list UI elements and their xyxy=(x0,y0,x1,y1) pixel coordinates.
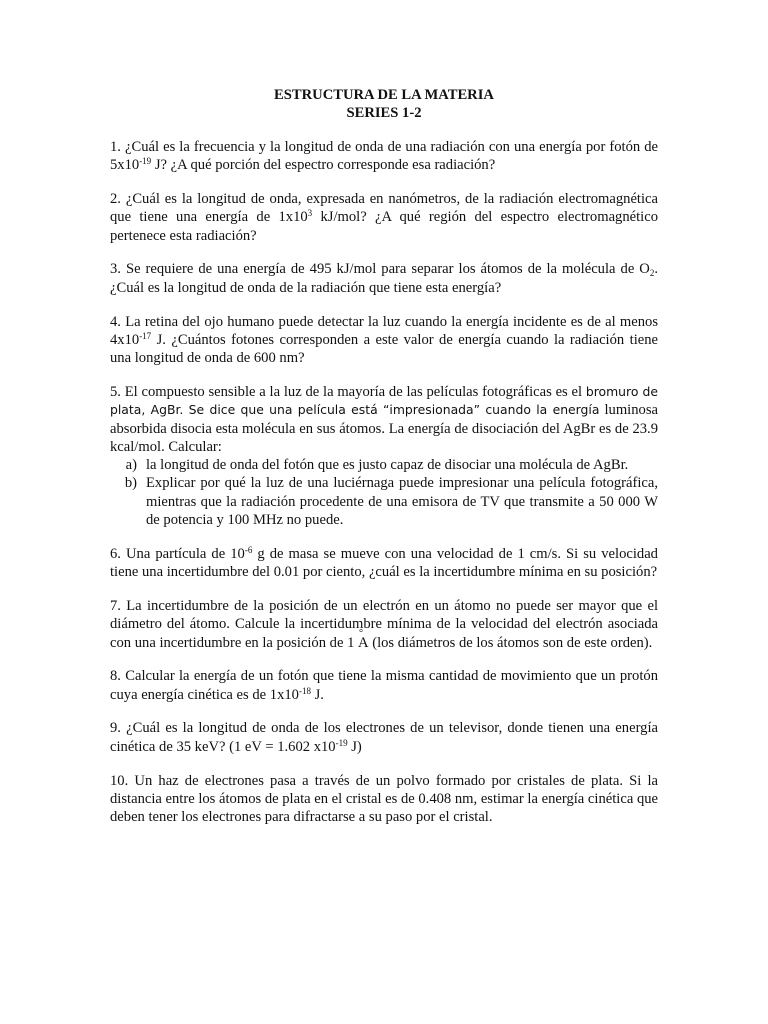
question-1 xyxy=(110,138,658,175)
question-8-text-b: J. xyxy=(310,686,324,703)
question-5-body xyxy=(110,383,658,456)
question-9-exponent: -19 xyxy=(335,737,348,748)
question-6-text-a: 6. Una partícula de 10 xyxy=(110,545,245,562)
angstrom-unit: ° A xyxy=(358,634,369,652)
question-2-exponent: 3 xyxy=(307,208,313,219)
question-5-item-b-label: b) xyxy=(124,475,137,492)
question-3 xyxy=(110,260,658,297)
document-subtitle: SERIES 1-2 xyxy=(346,105,422,121)
question-10 xyxy=(110,772,658,827)
question-7-text-b: (los diámetros de los átomos son de este orden). xyxy=(368,634,653,651)
document-title: ESTRUCTURA DE LA MATERIA xyxy=(274,87,494,103)
question-7-text-a: 7. La incertidumbre de la posición de un electrón en un átomo no puede ser mayor que el diámetro del átomo. Calcule la incertidumbre mínima de la velocidad del electrón asociada con una incertidumbre en la posición de 1 xyxy=(110,597,658,651)
question-6 xyxy=(110,545,658,582)
question-8-text-a: 8. Calcular la energía de un fotón que tiene la misma cantidad de movimiento que un protón cuya energía cinética es de 1x10 xyxy=(110,668,658,703)
question-5-text-a: 5. El compuesto sensible a la luz de la mayoría de las películas fotográficas es el xyxy=(110,383,586,400)
question-5-item-a-label: a) xyxy=(125,457,137,474)
question-3-text-b: . ¿Cuál es la longitud de onda de la radiación que tiene esta energía? xyxy=(110,261,658,296)
question-6-text-b: g de masa se mueve con una velocidad de 1 cm/s. Si su velocidad tiene una incertidumbre del 0.01 por ciento, ¿cuál es la incertidumbre mínima en su posición? xyxy=(110,545,658,581)
question-2-text-b: kJ/mol? ¿A qué región del espectro electromagnético pertenece esta radiación? xyxy=(110,209,659,244)
question-5-item-a-text: la longitud de onda del fotón que es justo capaz de disociar una molécula de AgBr. xyxy=(146,457,629,474)
question-5-item-a xyxy=(110,456,658,474)
question-4-text-a: 4. La retina del ojo humano puede detectar la luz cuando la energía incidente es de al menos 4x10 xyxy=(110,313,658,348)
question-9-text-a: 9. ¿Cuál es la longitud de onda de los electrones de un televisor, donde tienen una energía cinética de 35 keV? (1 eV = 1.602 x10 xyxy=(110,720,658,755)
question-2-text-a: 2. ¿Cuál es la longitud de onda, expresada en nanómetros, de la radiación electromagnética que tiene una energía de 1x10 xyxy=(110,191,658,226)
question-7 xyxy=(110,597,658,652)
document-page xyxy=(110,86,658,842)
question-4 xyxy=(110,313,658,368)
question-5-item-b xyxy=(110,474,658,529)
question-8 xyxy=(110,667,658,704)
question-4-exponent: -17 xyxy=(139,330,152,341)
question-1-exponent: -19 xyxy=(139,156,152,167)
question-9 xyxy=(110,719,658,756)
question-5-text-b: luminosa absorbida disocia esta molécula en sus átomos. La energía de disociación del AgBr es de 23.9 kcal/mol. Calcular: xyxy=(110,402,658,455)
question-5-sublist xyxy=(110,456,658,529)
question-2 xyxy=(110,190,658,245)
question-9-text-b: J) xyxy=(347,738,362,755)
question-1-text-a: 1. ¿Cuál es la frecuencia y la longitud de onda de una radiación con una energía por fotón de 5x10 xyxy=(110,139,658,174)
question-3-subscript: 2 xyxy=(649,268,655,279)
question-5-sans-text: bromuro de plata, AgBr. Se dice que una película está “impresionada” cuando la energía xyxy=(110,383,658,418)
question-5 xyxy=(110,383,658,529)
question-8-exponent: -18 xyxy=(298,685,311,696)
question-4-text-b: J. ¿Cuántos fotones corresponden a este valor de energía cuando la radiación tiene una longitud de onda de 600 nm? xyxy=(110,331,658,367)
question-1-text-b: J? ¿A qué porción del espectro corresponde esa radiación? xyxy=(151,157,496,174)
question-5-item-b-text: Explicar por qué la luz de una luciérnaga puede impresionar una película fotográfica, mientras que la radiación procedente de una emisora de TV que transmite a 50 000 W de potencia y 100 MHz no puede. xyxy=(146,475,658,529)
question-3-text-a: 3. Se requiere de una energía de 495 kJ/mol para separar los átomos de la molécula de O xyxy=(110,261,650,278)
question-6-exponent: -6 xyxy=(244,544,253,555)
document-header xyxy=(110,86,658,122)
question-10-text: 10. Un haz de electrones pasa a través de un polvo formado por cristales de plata. Si la distancia entre los átomos de plata en el cristal es de 0.408 nm, estimar la energía cinética que deben tener los electrones para difractarse a su paso por el cristal. xyxy=(110,772,659,826)
